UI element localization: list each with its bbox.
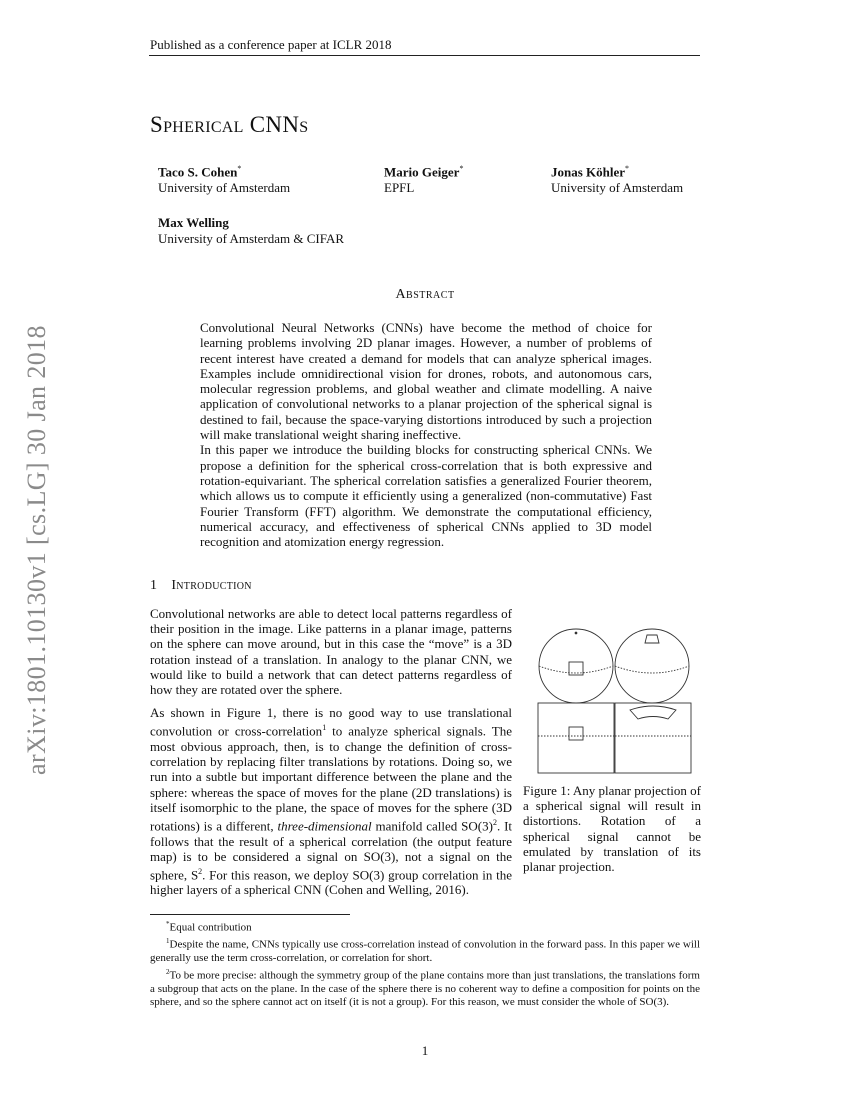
author-mark: * <box>237 164 242 173</box>
footnote-2 <box>150 966 700 1010</box>
author-name: Jonas Köhler <box>551 164 626 180</box>
author-affiliation: EPFL <box>384 180 415 196</box>
footnote-mark: * <box>166 920 170 928</box>
footnote-rule <box>150 914 350 915</box>
footnotes <box>150 918 700 1009</box>
section-title: Introduction <box>171 578 252 593</box>
author-3 <box>551 161 683 196</box>
paper-title: Spherical CNNs <box>150 112 309 137</box>
author-1 <box>158 161 290 196</box>
body-text: . For this reason, we deploy SO(3) group correlation in the higher layers of a spherical CNN (Cohen and Welling, 2016). <box>150 867 512 898</box>
author-name: Taco S. Cohen <box>158 164 238 180</box>
author-2 <box>384 161 463 196</box>
body-text: manifold called SO(3) <box>371 818 493 834</box>
abstract-paragraph-2: In this paper we introduce the building blocks for constructing spherical CNNs. We propose a definition for the spherical cross-correlation that is both expressive and rotation-equivariant. The spherical correlation satisfies a generalized Fourier theorem, which allows us to compute it efficiently using a generalized (non-commutative) Fast Fourier Transform (FFT) algorithm. We demonstrate the computational efficiency, numerical accuracy, and effectiveness of spherical CNNs applied to 3D model recognition and atomization energy regression. <box>200 442 652 550</box>
superscript: 2 <box>198 866 203 876</box>
author-affiliation: University of Amsterdam & CIFAR <box>158 231 345 246</box>
header-rule <box>149 55 700 56</box>
section-heading <box>150 578 266 594</box>
footnote-equal-contribution <box>150 918 700 935</box>
body-text: to analyze spherical signals. The most obvious approach, then, is to change the definition of cross-correlation by replacing filter translations by rotations. Doing so, we run into a subtle but important difference between the plane and the sphere: whereas the space of moves for the plane (2D translations) is itself isomorphic to the plane, the space of moves for the sphere (3D rotations) is a different, <box>150 723 512 834</box>
page-number: 1 <box>421 1043 429 1058</box>
introduction-body <box>150 606 512 906</box>
sphere-left <box>539 629 613 703</box>
footnote-mark: 2 <box>166 967 170 976</box>
footnote-ref-2: 2 <box>492 817 497 827</box>
figure-caption: Figure 1: Any planar projection of a spherical signal will result in distortions. Rotation of a spherical signal cannot be emulated by translation of its planar projection. <box>523 783 701 875</box>
footnote-text: To be more precise: although the symmetry group of the plane contains more than just translations, the translations form a subgroup that acts on the plane. In the case of the sphere there is no coherent way to define a composition for points on the sphere, and so the sphere cannot act on itself (it is not a group). For this reason, we must consider the whole of SO(3). <box>150 969 700 1008</box>
abstract-paragraph-1: Convolutional Neural Networks (CNNs) have become the method of choice for learning problems involving 2D planar images. However, a number of problems of recent interest have created a demand for models that can analyze spherical images. Examples include omnidirectional vision for drones, robots, and autonomous cars, molecular regression problems, and global weather and climate modelling. A naive application of convolutional networks to a planar projection of the spherical signal is destined to fail, because the space-varying distortions introduced by such a projection will make translational weight sharing ineffective. <box>200 320 652 443</box>
body-text: . It follows that the result of a spherical correlation (the output feature map) is to be considered a signal on SO(3), not a signal on the sphere, S <box>150 818 513 883</box>
abstract-body <box>200 320 652 549</box>
author-mark: * <box>625 164 630 173</box>
author-mark: * <box>459 164 464 173</box>
sphere-projection-illustration <box>520 626 698 776</box>
footnote-1 <box>150 935 700 965</box>
author-name: Mario Geiger <box>384 164 460 180</box>
author-affiliation: University of Amsterdam <box>551 180 684 196</box>
figure-1 <box>520 626 698 781</box>
abstract-heading: Abstract <box>395 287 455 302</box>
author-affiliation: University of Amsterdam <box>158 180 291 196</box>
footnote-text: Equal contribution <box>169 921 252 934</box>
section-number: 1 <box>150 578 158 593</box>
arxiv-identifier-stamp: arXiv:1801.10130v1 [cs.LG] 30 Jan 2018 <box>22 325 51 775</box>
body-paragraph-2 <box>150 705 512 897</box>
body-paragraph-1: Convolutional networks are able to detect local patterns regardless of their position in the image. Like patterns in a planar image, patterns on the sphere can move around, but in this case the “move” is a 3D rotation instead of a translation. In analogy to the planar CNN, we would like to build a network that can detect patterns regardless of how they are rotated over the sphere. <box>150 606 512 698</box>
sphere-right <box>615 629 689 703</box>
running-header: Published as a conference paper at ICLR 2018 <box>150 37 392 52</box>
author-4 <box>158 215 344 247</box>
projection-right <box>615 703 691 773</box>
author-name: Max Welling <box>158 215 229 230</box>
footnote-ref-1: 1 <box>322 723 327 733</box>
body-text: As shown in Figure 1, there is no good way to use translational convolution or cross-correlation <box>150 705 512 739</box>
body-emphasis: three-dimensional <box>277 818 372 834</box>
footnote-text: Despite the name, CNNs typically use cross-correlation instead of convolution in the forward pass. In this paper we will generally use the term cross-correlation, or correlation for short. <box>150 938 700 965</box>
footnote-mark: 1 <box>166 937 170 946</box>
projection-left <box>538 703 614 773</box>
